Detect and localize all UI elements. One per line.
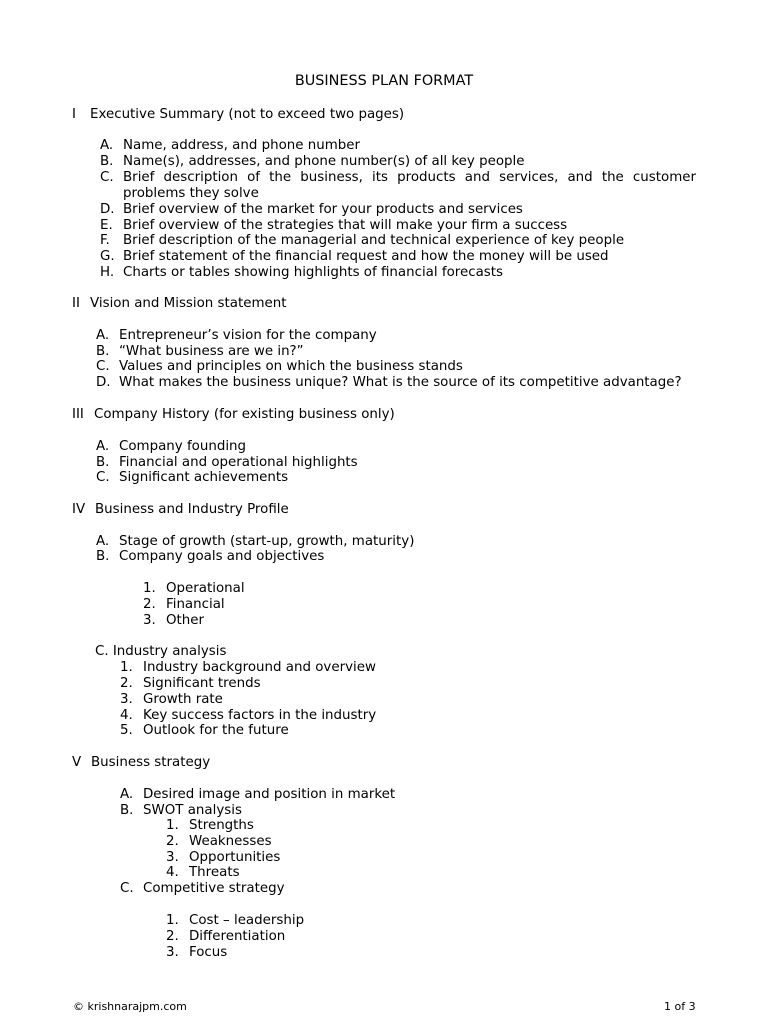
list-item: Brief description of the business, its products and services, and the customer problems they solve [123,170,696,201]
list-marker: 3. [143,613,156,628]
section-heading: Business and Industry Profile [95,502,289,517]
section-heading: Vision and Mission statement [90,296,287,311]
list-marker: D. [100,202,115,217]
list-item: Weaknesses [189,834,272,849]
list-marker: 3. [166,850,179,865]
list-item: What makes the business unique? What is the source of its competitive advantage? [119,375,682,390]
list-item: Differentiation [189,929,286,944]
list-item: Other [166,613,205,628]
list-marker: B. [120,803,134,818]
list-marker: 2. [143,597,156,612]
list-marker: 1. [120,660,133,675]
list-marker: C. [120,881,134,896]
list-item: Brief overview of the market for your products and services [123,202,523,217]
list-item: Key success factors in the industry [143,708,377,723]
list-item: Financial [166,597,225,612]
section-heading: Executive Summary (not to exceed two pages) [90,107,405,122]
section-heading: Company History (for existing business only) [94,407,395,422]
list-marker: 2. [166,834,179,849]
list-item: Name, address, and phone number [123,138,361,153]
list-marker: 4. [120,708,133,723]
document-title: BUSINESS PLAN FORMAT [294,73,474,89]
list-item: Outlook for the future [143,723,289,738]
list-item: SWOT analysis [143,803,242,818]
list-marker: 2. [166,929,179,944]
list-marker: F. [100,233,110,248]
list-item: Desired image and position in market [143,787,396,802]
list-item: Focus [189,945,228,960]
list-marker: C. [100,170,114,185]
list-marker: 3. [120,692,133,707]
list-marker: D. [96,375,111,390]
list-marker: 4. [166,865,179,880]
list-item: Growth rate [143,692,223,707]
list-item: Threats [189,865,240,880]
section-numeral: IV [72,502,86,517]
list-item: Values and principles on which the business stands [119,359,463,374]
list-item: Financial and operational highlights [119,455,358,470]
list-item: Brief description of the managerial and technical experience of key people [123,233,625,248]
list-marker: A. [96,439,110,454]
list-item: Opportunities [189,850,281,865]
list-item: Operational [166,581,245,596]
section-heading: Business strategy [91,755,211,770]
list-marker: 1. [143,581,156,596]
list-marker: 5. [120,723,133,738]
list-item: Industry background and overview [143,660,376,675]
subsection-heading: C. Industry analysis [95,644,227,659]
list-item: Stage of growth (start-up, growth, maturity) [119,534,415,549]
list-marker: E. [100,218,113,233]
list-item: Significant trends [143,676,261,691]
list-marker: C. [96,470,110,485]
list-marker: A. [96,328,110,343]
list-item: Charts or tables showing highlights of financial forecasts [123,265,503,280]
section-numeral: III [72,407,84,422]
list-item: Strengths [189,818,254,833]
list-item: Brief statement of the financial request and how the money will be used [123,249,609,264]
list-marker: A. [100,138,114,153]
list-item: Company founding [119,439,247,454]
list-item: Brief overview of the strategies that will make your firm a success [123,218,568,233]
list-item: “What business are we in?” [119,344,304,359]
list-item: Competitive strategy [143,881,285,896]
footer-page-number: 1 of 3 [664,1000,696,1013]
list-marker: B. [96,549,110,564]
list-marker: C. [96,359,110,374]
list-marker: B. [100,154,114,169]
footer-copyright: © krishnarajpm.com [73,1000,187,1013]
list-marker: 2. [120,676,133,691]
list-marker: 3. [166,945,179,960]
list-marker: H. [100,265,115,280]
list-marker: G. [100,249,115,264]
section-numeral: I [72,107,76,122]
list-marker: 1. [166,913,179,928]
list-marker: B. [96,455,110,470]
list-marker: B. [96,344,110,359]
section-numeral: V [72,755,82,770]
list-item: Company goals and objectives [119,549,325,564]
list-item: Entrepreneur’s vision for the company [119,328,377,343]
list-marker: A. [120,787,134,802]
list-item: Cost – leadership [189,913,305,928]
list-marker: 1. [166,818,179,833]
list-item: Name(s), addresses, and phone number(s) of all key people [123,154,525,169]
list-marker: A. [96,534,110,549]
list-item: Significant achievements [119,470,289,485]
section-numeral: II [72,296,80,311]
